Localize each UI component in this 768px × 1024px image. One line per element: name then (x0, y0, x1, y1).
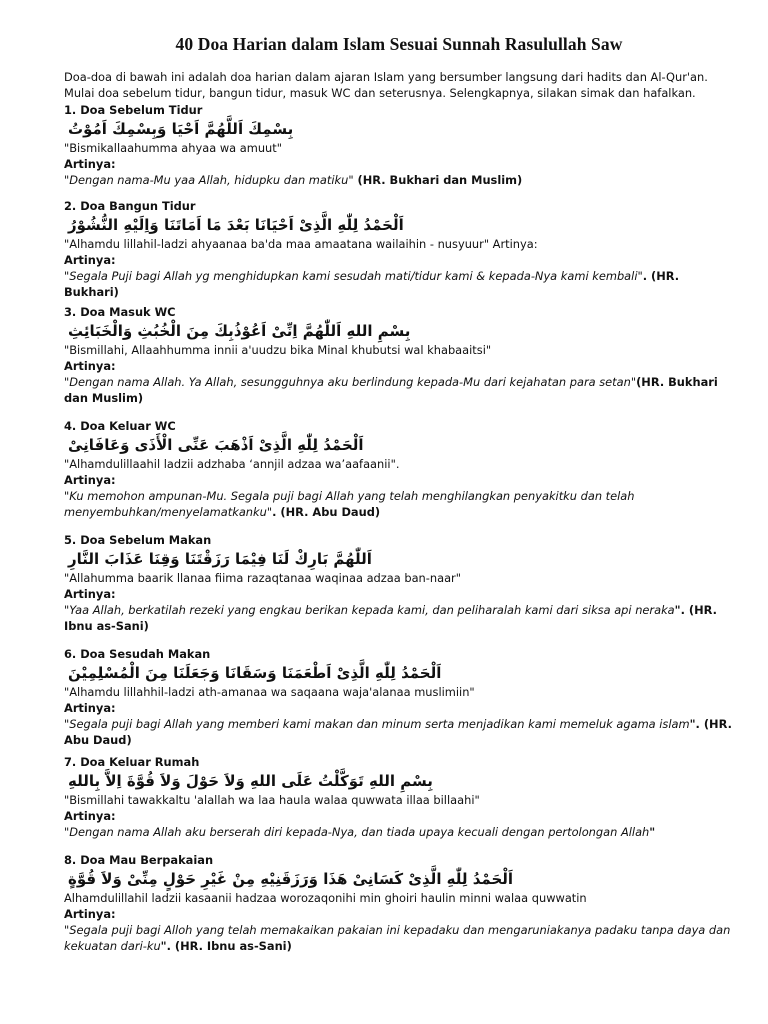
artinya-label: Artinya: (64, 809, 116, 823)
open-quote: " (64, 173, 70, 187)
intro-paragraph: Doa-doa di bawah ini adalah doa harian dalam ajaran Islam yang bersumber langsung dari hadits dan Al-Qur'an. Mulai doa sebelum tidur, bangun tidur, masuk WC dan seterusnya. Selengkapnya, silakan simak dan hafalkan. (64, 70, 708, 100)
open-quote: " (64, 269, 70, 283)
artinya-label: Artinya: (64, 157, 116, 171)
doa-arabic-text: اَللّٰهُمَّ بَارِكْ لَنَا فِيْمَا رَزَقْتَنَا وَقِنَا عَذَابَ النَّارِ (68, 550, 372, 568)
doa-heading: 3. Doa Masuk WC (64, 305, 176, 319)
close-quote: " (637, 269, 643, 283)
doa-meaning-text: Segala puji bagi Alloh yang telah memakaikan pakaian ini kepadaku dan mengaruniakanya padaku tanpa daya dan kekuatan dari-ku (64, 923, 731, 953)
doa-heading: 4. Doa Keluar WC (64, 419, 176, 433)
doa-transliteration: "Alhamdu lillahhil-ladzi ath-amanaa wa saqaana waja'alanaa muslimiin" (64, 685, 475, 699)
doa-entry (64, 304, 734, 406)
doa-meaning-text: Segala Puji bagi Allah yg menghidupkan kami sesudah mati/tidur kami & kepada-Nya kami kembali (69, 269, 638, 283)
doa-meaning (64, 172, 734, 188)
document-page (64, 34, 734, 954)
doa-meaning (64, 268, 734, 300)
doa-list (64, 102, 734, 954)
doa-transliteration: Alhamdulillahil ladzii kasaanii hadzaa worozaqonihi min ghoiri haulin minni walaa quwwatin (64, 891, 587, 905)
doa-entry (64, 102, 734, 188)
artinya-label: Artinya: (64, 907, 116, 921)
doa-heading: 6. Doa Sesudah Makan (64, 647, 211, 661)
open-quote: " (64, 375, 70, 389)
doa-heading: 1. Doa Sebelum Tidur (64, 103, 203, 117)
doa-arabic-text: اَلْحَمْدُ لِلّٰهِ الَّذِىْ كَسَانِىْ هَذَا وَرَزَقَنِيْهِ مِنْ غَيْرِ حَوْلٍ مِنِّىْ وَلاَ قُوَّةٍ (68, 870, 514, 888)
doa-source: (HR. Bukhari dan Muslim) (353, 173, 523, 187)
doa-arabic-text: بِسْمِ اللهِ اَللّٰهُمَّ اِنِّىْ اَعُوْذُبِكَ مِنَ الْخُبُثِ وَالْخَبَائِثِ (68, 322, 411, 340)
close-quote: " (348, 173, 354, 187)
doa-transliteration: "Bismikallaahumma ahyaa wa amuut" (64, 141, 282, 155)
doa-transliteration: "Alhamdu lillahil-ladzi ahyaanaa ba'da maa amaatana wailaihin - nusyuur" Artinya: (64, 237, 538, 251)
close-quote: " (630, 375, 637, 389)
doa-source: . (HR. Abu Daud) (272, 505, 381, 519)
doa-arabic-text: اَلْحَمْدُ لِلّٰهِ الَّذِىْ اَطْعَمَنَا وَسَقَانَا وَجَعَلَنَا مِنَ الْمُسْلِمِيْنَ (68, 664, 442, 682)
open-quote: " (64, 603, 70, 617)
doa-arabic-text: بِسْمِ اللهِ تَوَكَّلْتُ عَلَى اللهِ وَلاَ حَوْلَ وَلاَ قُوَّةَ اِلاَّ بِاللهِ (68, 772, 433, 790)
doa-entry (64, 754, 734, 840)
doa-meaning (64, 374, 734, 406)
doa-source: ". (HR. Ibnu as-Sani) (160, 939, 292, 953)
doa-entry (64, 532, 734, 634)
doa-heading: 8. Doa Mau Berpakaian (64, 853, 214, 867)
doa-meaning (64, 602, 734, 634)
doa-transliteration: "Bismillahi, Allaahhumma innii a'uudzu bika Minal khubutsi wal khabaaitsi" (64, 343, 492, 357)
doa-meaning-text: Dengan nama Allah aku berserah diri kepada-Nya, dan tiada upaya kecuali dengan pertolongan Allah (69, 825, 650, 839)
doa-meaning-text: Ku memohon ampunan-Mu. Segala puji bagi Allah yang telah menghilangkan penyakitku dan telah menyembuhkan/menyelamatkanku (64, 489, 635, 519)
artinya-label: Artinya: (64, 587, 116, 601)
open-quote: " (64, 717, 70, 731)
doa-transliteration: "Alhamdulillaahil ladzii adzhaba ‘annjil adzaa wa’aafaanii". (64, 457, 400, 471)
close-quote: " (266, 505, 273, 519)
document-title: 40 Doa Harian dalam Islam Sesuai Sunnah Rasulullah Saw (175, 34, 623, 54)
artinya-label: Artinya: (64, 253, 116, 267)
doa-meaning (64, 488, 734, 520)
doa-meaning-text: Yaa Allah, berkatilah rezeki yang engkau berikan kepada kami, dan peliharalah kami dari siksa api neraka (69, 603, 675, 617)
doa-entry (64, 418, 734, 520)
doa-heading: 7. Doa Keluar Rumah (64, 755, 200, 769)
doa-source: " (649, 825, 656, 839)
doa-arabic-text: بِسْمِكَ اَللَّهُمَّ اَحْيَا وَبِسْمِكَ اَمُوْتُ (68, 120, 294, 138)
doa-arabic-text: اَلْحَمْدُ لِلّٰهِ الَّذِىْ اَذْهَبَ عَنِّى الْأَذَى وَعَافَانِىْ (68, 436, 364, 454)
open-quote: " (64, 489, 70, 503)
open-quote: " (64, 825, 70, 839)
open-quote: " (64, 923, 70, 937)
doa-meaning-text: Dengan nama-Mu yaa Allah, hidupku dan matiku (69, 173, 349, 187)
doa-heading: 5. Doa Sebelum Makan (64, 533, 212, 547)
doa-meaning-text: Segala puji bagi Allah yang memberi kami makan dan minum serta menjadikan kami memeluk agama islam (69, 717, 690, 731)
doa-entry (64, 646, 734, 748)
artinya-label: Artinya: (64, 359, 116, 373)
doa-meaning-text: Dengan nama Allah. Ya Allah, sesungguhnya aku berlindung kepada-Mu dari kejahatan para setan (69, 375, 631, 389)
doa-transliteration: "Bismillahi tawakkaltu 'alallah wa laa haula walaa quwwata illaa billaahi" (64, 793, 480, 807)
doa-meaning (64, 716, 734, 748)
doa-meaning (64, 922, 734, 954)
doa-source: (HR. Bukhari dan Muslim) (64, 375, 718, 405)
doa-source: ". (HR. Abu Daud) (64, 717, 732, 747)
doa-arabic-text: اَلْحَمْدُ لِلّٰهِ الَّذِىْ اَحْيَانَا بَعْدَ مَا اَمَاتَنَا وَاِلَيْهِ النُّشُوْرُ (68, 216, 404, 234)
artinya-label: Artinya: (64, 473, 116, 487)
doa-transliteration: "Allahumma baarik llanaa fiima razaqtanaa waqinaa adzaa ban-naar" (64, 571, 461, 585)
doa-entry (64, 198, 734, 300)
doa-entry (64, 852, 734, 954)
doa-heading: 2. Doa Bangun Tidur (64, 199, 196, 213)
artinya-label: Artinya: (64, 701, 116, 715)
doa-meaning (64, 824, 734, 840)
doa-source: ". (HR. Ibnu as-Sani) (64, 603, 717, 633)
doa-source: . (HR. Bukhari) (64, 269, 680, 299)
